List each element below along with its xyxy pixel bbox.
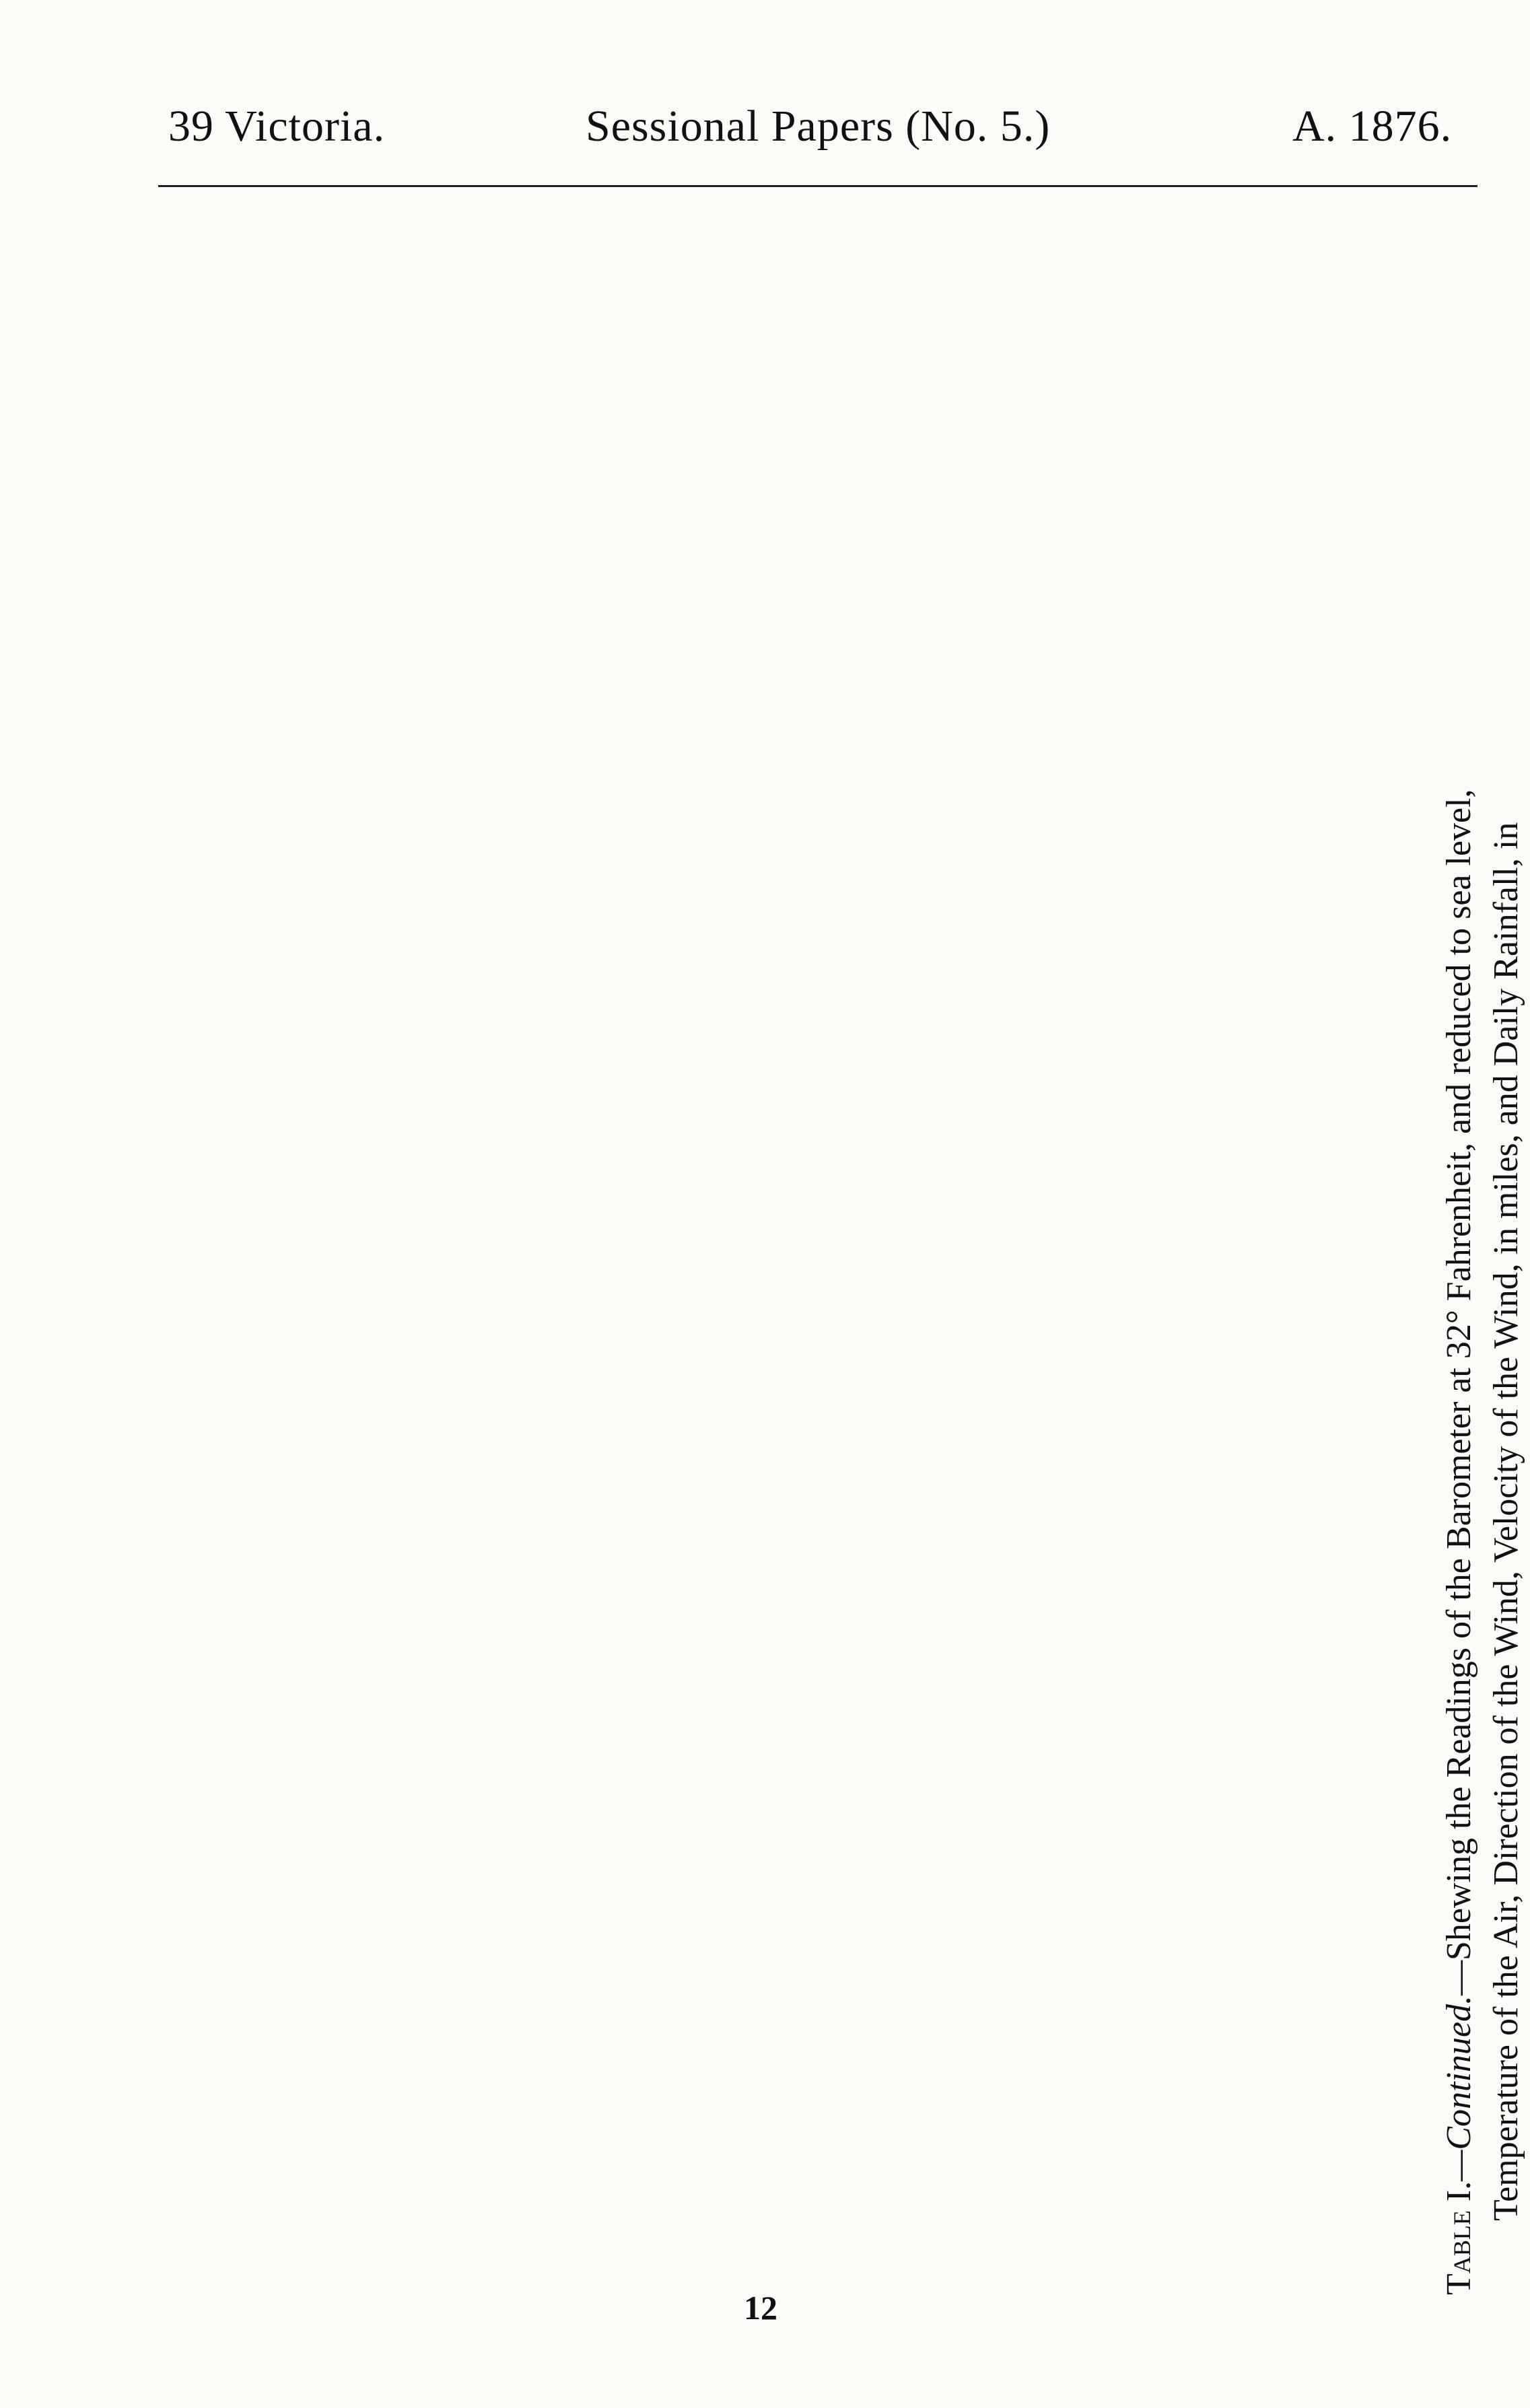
running-head-center: Sessional Papers (No. 5.) (586, 102, 1051, 151)
running-head-left: 39 Victoria. (168, 102, 386, 151)
caption-line-1: —Shewing the Readings of the Barometer at 32° Fahrenheit, and reduced to sea level, (1440, 789, 1478, 1996)
page-number: 12 (744, 2289, 777, 2327)
continued-marker: —Continued. (1440, 1995, 1478, 2181)
top-rule (158, 185, 1477, 187)
table-label: Table I. (1440, 2181, 1478, 2295)
rotated-table-frame (1436, 195, 1530, 2295)
caption-line-2: Temperature of the Air, Direction of the Wind, Velocity of the Wind, in miles, and Daily Rainfall, in (1487, 822, 1525, 2221)
table-caption (1436, 195, 1530, 2295)
running-head-right: A. 1876. (1292, 102, 1453, 151)
